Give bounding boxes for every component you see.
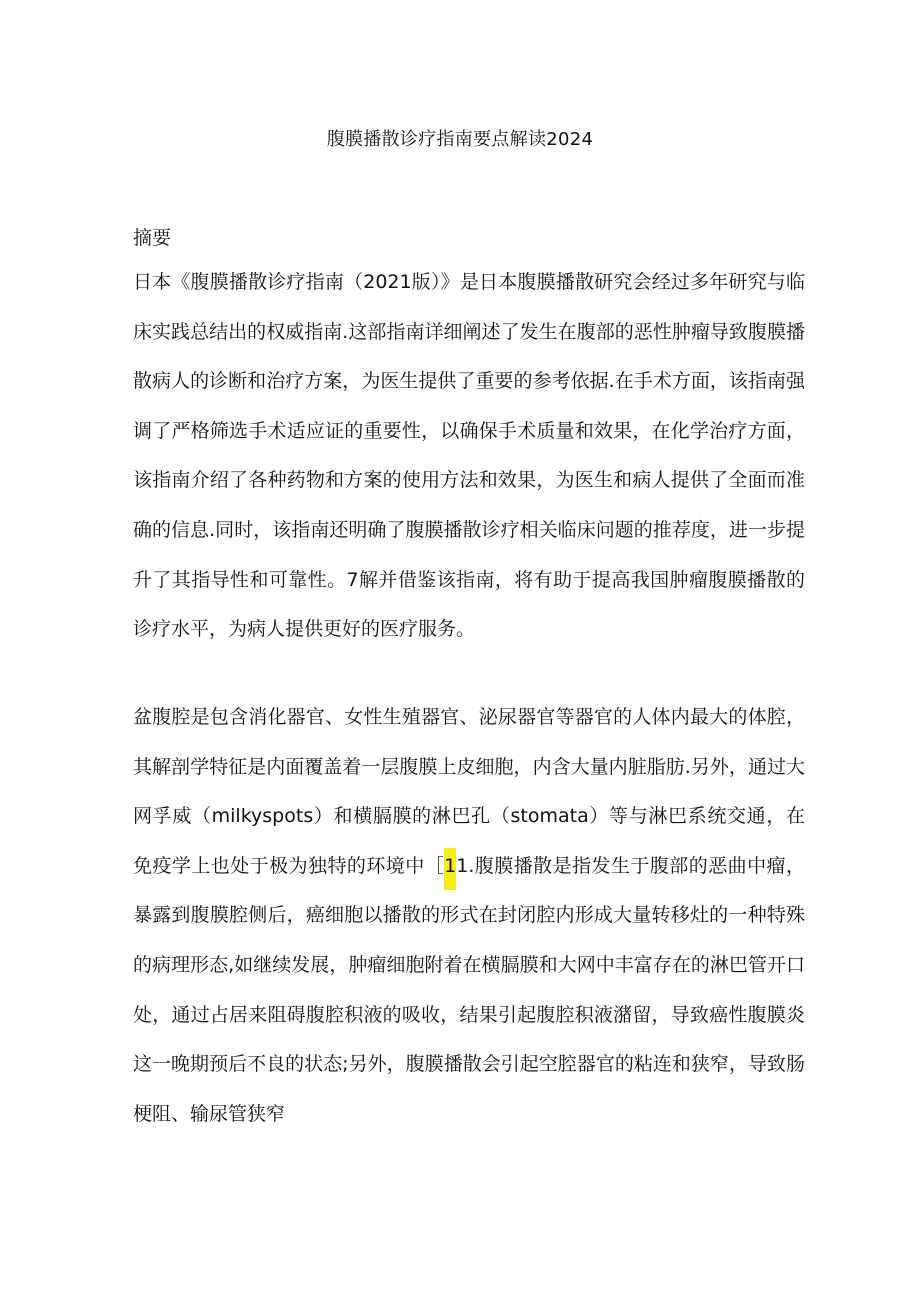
highlighted-reference: 1 [444, 848, 456, 890]
body-paragraph [133, 693, 805, 1139]
body-text-after-highlight: 1.腹膜播散是指发生于腹部的恶曲中瘤，暴露到腹膜腔侧后，癌细胞以播散的形式在封闭腔内形成大量转移灶的一种特殊的病理形态,如继续发展，肿瘤细胞附着在横膈膜和大网中丰富存在的淋巴管开口处，通过占居来阻碍腹腔积液的吸收，结果引起腹腔积液潴留，导致癌性腹膜炎这一晚期预后不良的状态;另外，腹膜播散会引起空腔器官的粘连和狭窄，导致肠梗阻、输尿管狭窄 [133, 854, 805, 1125]
abstract-heading: 摘要 [133, 227, 172, 249]
body-text-before-highlight: 盆腹腔是包含消化器官、女性生殖器官、泌尿器官等器官的人体内最大的体腔，其解剖学特征是内面覆盖着一层腹膜上皮细胞，内含大量内脏脂肪.另外，通过大网孚威（milkyspots）和横膈膜的淋巴孔（stomata）等与淋巴系统交通，在免疫学上也处于极为独特的环境中［ [133, 706, 805, 877]
abstract-paragraph: 日本《腹膜播散诊疗指南（2021版）》是日本腹膜播散研究会经过多年研究与临床实践总结出的权威指南.这部指南详细阐述了发生在腹部的恶性肿瘤导致腹膜播散病人的诊断和治疗方案，为医生提供了重要的参考依据.在手术方面，该指南强调了严格筛选手术适应证的重要性，以确保手术质量和效果，在化学治疗方面，该指南介绍了各种药物和方案的使用方法和效果，为医生和病人提供了全面而准确的信息.同时，该指南还明确了腹膜播散诊疗相关临床问题的推荐度，进一步提升了其指导性和可靠性。7解并借鉴该指南，将有助于提高我国肿瘤腹膜播散的诊疗水平，为病人提供更好的医疗服务。 [133, 271, 805, 641]
document-title: 腹膜播散诊疗指南要点解读2024 [326, 129, 594, 150]
